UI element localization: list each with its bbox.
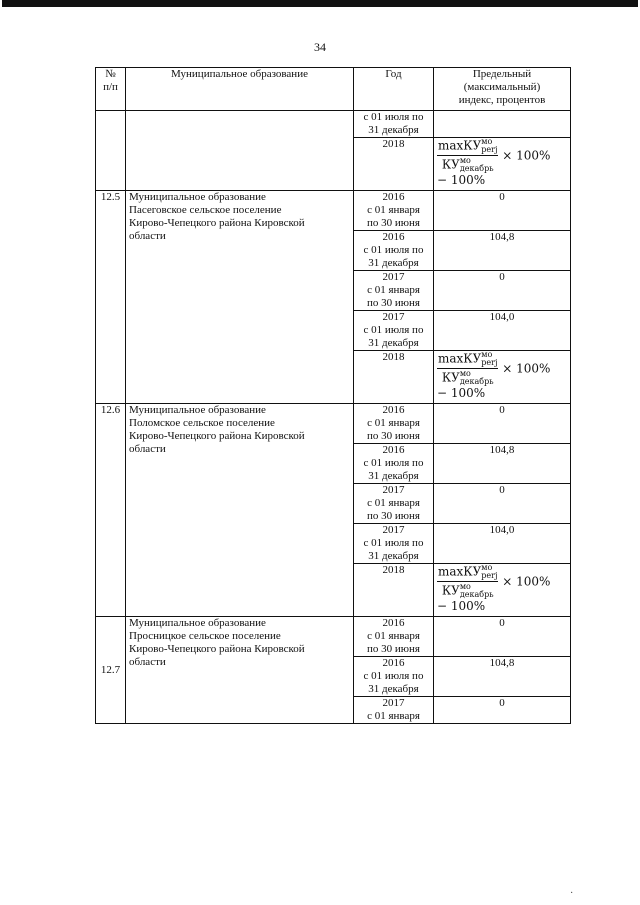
- year-cell: с 01 июля по 31 декабря: [354, 111, 434, 138]
- denominator-indices: [460, 157, 494, 173]
- municipality-cell: [126, 111, 354, 191]
- denominator-sup: мо: [459, 582, 471, 591]
- year-cell: 2017 с 01 января: [354, 697, 434, 724]
- formula-numerator: [437, 564, 498, 582]
- denominator-sup: мо: [459, 369, 471, 378]
- municipality-name: Муниципальное образование Просницкое сельское поселение Кирово-Чепецкого района Кировской области: [126, 617, 354, 724]
- table-row: [96, 111, 571, 138]
- formula: [437, 138, 567, 173]
- index-value: 104,0: [434, 524, 571, 564]
- formula-cell: [434, 351, 571, 404]
- denominator-sup: мо: [459, 156, 471, 165]
- row-number: 12.5: [96, 191, 126, 404]
- numerator-sup: мо: [481, 350, 493, 359]
- numerator-sub: perj: [481, 358, 498, 367]
- numerator-sup: мо: [481, 137, 493, 146]
- year-cell: 2016 с 01 июля по 31 декабря: [354, 231, 434, 271]
- denominator-sub: декабрь: [459, 164, 494, 173]
- year-cell: 2018: [354, 138, 434, 191]
- index-value: [434, 111, 571, 138]
- formula-denominator: [437, 156, 498, 173]
- top-border-bar: [2, 0, 638, 7]
- formula-cell: [434, 138, 571, 191]
- numerator-base: maxКУ: [438, 351, 482, 366]
- index-value: 0: [434, 191, 571, 231]
- numerator-sub: perj: [481, 571, 498, 580]
- table-row: [96, 191, 571, 231]
- formula-times: × 100%: [498, 148, 551, 163]
- year-cell: 2016 с 01 января по 30 июня: [354, 617, 434, 657]
- index-value: 0: [434, 617, 571, 657]
- numerator-indices: [481, 138, 497, 154]
- header-municipality: Муниципальное образование: [126, 68, 354, 111]
- formula-fraction: [437, 351, 498, 386]
- formula-times: × 100%: [498, 574, 551, 589]
- year-cell: 2017 с 01 января по 30 июня: [354, 484, 434, 524]
- denominator-sub: декабрь: [459, 590, 494, 599]
- formula-fraction: [437, 138, 498, 173]
- row-number: 12.6: [96, 404, 126, 617]
- denominator-base: КУ: [441, 370, 460, 385]
- numerator-sup: мо: [481, 563, 493, 572]
- formula-minus: − 100%: [437, 599, 486, 613]
- formula: [437, 351, 567, 386]
- formula-denominator: [437, 369, 498, 386]
- numerator-base: maxКУ: [438, 138, 482, 153]
- year-cell: 2016 с 01 июля по 31 декабря: [354, 444, 434, 484]
- year-cell: 2018: [354, 564, 434, 617]
- index-value: 0: [434, 271, 571, 311]
- formula-fraction: [437, 564, 498, 599]
- index-value: 104,8: [434, 657, 571, 697]
- numerator-sub: perj: [481, 145, 498, 154]
- index-value: 0: [434, 404, 571, 444]
- denominator-base: КУ: [441, 157, 460, 172]
- formula-cell: [434, 564, 571, 617]
- year-cell: 2017 с 01 июля по 31 декабря: [354, 311, 434, 351]
- tariff-index-table: [95, 67, 571, 724]
- page-number: 34: [314, 40, 326, 54]
- formula-minus: − 100%: [437, 386, 486, 400]
- municipality-name: Муниципальное образование Поломское сельское поселение Кирово-Чепецкого района Кировской области: [126, 404, 354, 617]
- denominator-indices: [460, 583, 494, 599]
- header-num: № п/п: [96, 68, 126, 111]
- numerator-base: maxКУ: [438, 564, 482, 579]
- index-value: 0: [434, 697, 571, 724]
- year-cell: 2016 с 01 июля по 31 декабря: [354, 657, 434, 697]
- formula-numerator: [437, 138, 498, 156]
- table-row: [96, 617, 571, 657]
- year-cell: 2016 с 01 января по 30 июня: [354, 191, 434, 231]
- denominator-indices: [460, 370, 494, 386]
- formula-times: × 100%: [498, 361, 551, 376]
- formula: [437, 564, 567, 599]
- year-cell: 2017 с 01 января по 30 июня: [354, 271, 434, 311]
- index-value: 104,8: [434, 231, 571, 271]
- municipality-name: Муниципальное образование Пасеговское сельское поселение Кирово-Чепецкого района Кировской области: [126, 191, 354, 404]
- denominator-sub: декабрь: [459, 377, 494, 386]
- formula-minus: − 100%: [437, 173, 486, 187]
- index-value: 104,8: [434, 444, 571, 484]
- year-cell: 2016 с 01 января по 30 июня: [354, 404, 434, 444]
- table-header-row: [96, 68, 571, 111]
- index-value: 104,0: [434, 311, 571, 351]
- header-year: Год: [354, 68, 434, 111]
- index-value: 0: [434, 484, 571, 524]
- formula-numerator: [437, 351, 498, 369]
- header-index: Предельный (максимальный) индекс, процентов: [434, 68, 571, 111]
- row-number: 12.7: [96, 617, 126, 724]
- table-body: [96, 111, 571, 724]
- year-cell: 2018: [354, 351, 434, 404]
- year-cell: 2017 с 01 июля по 31 декабря: [354, 524, 434, 564]
- numerator-indices: [481, 564, 497, 580]
- table-row: [96, 404, 571, 444]
- denominator-base: КУ: [441, 583, 460, 598]
- numerator-indices: [481, 351, 497, 367]
- num-cell: [96, 111, 126, 191]
- formula-denominator: [437, 582, 498, 599]
- page-mark: ·: [570, 888, 574, 899]
